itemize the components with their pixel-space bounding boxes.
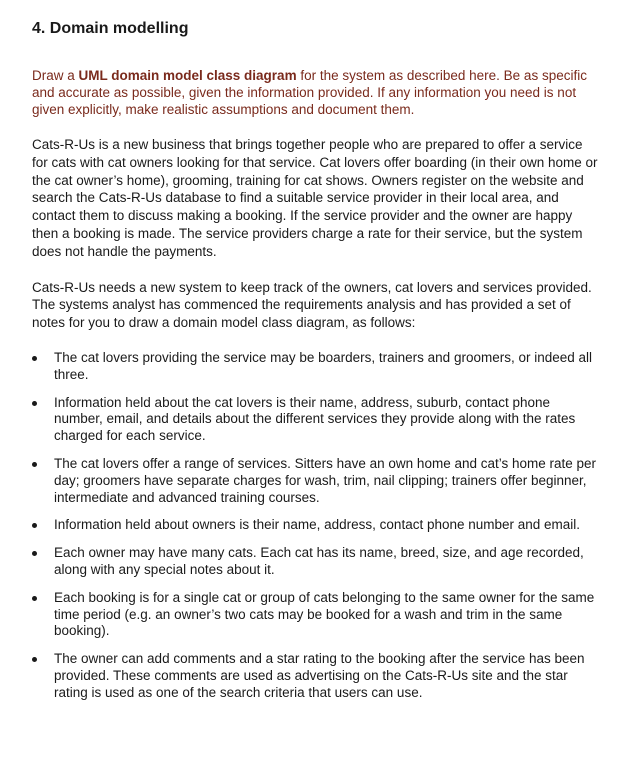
instruction-suffix: for the system as described here. Be as specific and accurate as possible, given the information provided. If any information you need is not given explicitly, make realistic assumptions and document them. xyxy=(32,68,587,117)
instruction-bold: UML domain model class diagram xyxy=(78,68,297,83)
note-item xyxy=(32,517,598,534)
note-text: Information held about owners is their name, address, contact phone number and email. xyxy=(54,517,581,533)
section-heading: 4. Domain modelling xyxy=(32,20,189,37)
note-item xyxy=(32,590,598,640)
note-item xyxy=(32,395,598,445)
note-item xyxy=(32,350,598,384)
note-text: The cat lovers providing the service may be boarders, trainers and groomers, or indeed all three. xyxy=(54,349,593,382)
note-text: The cat lovers offer a range of services. Sitters have an own home and cat’s home rate per day; groomers have separate charges for wash, trim, nail clipping; trainers offer beginner, intermediate and advanced training courses. xyxy=(54,455,597,505)
instruction-prefix: Draw a xyxy=(32,68,79,83)
bullet-icon xyxy=(32,551,37,556)
requirements-paragraph: Cats-R-Us needs a new system to keep track of the owners, cat lovers and services provided. The systems analyst has commenced the requirements analysis and has provided a set of notes for you to draw a domain model class diagram, as follows: xyxy=(32,279,592,331)
bullet-icon xyxy=(32,401,37,406)
intro-paragraph: Cats-R-Us is a new business that brings together people who are prepared to offer a service for cats with cat owners looking for that service. Cat lovers offer boarding (in their own home or the cat owner’s home), grooming, training for cat shows. Owners register on the website and search the Cats-R-Us database to find a suitable service provider in their local area, and contact them to discuss making a booking. If the service provider and the owner are happy then a booking is made. The service providers charge a rate for their service, but the system does not handle the payments. xyxy=(32,137,598,259)
bullet-icon xyxy=(32,356,37,361)
note-item xyxy=(32,545,598,579)
note-text: Each booking is for a single cat or group of cats belonging to the same owner for the same time period (e.g. an owner’s two cats may be booked for a wash and trim in the same booking). xyxy=(54,589,595,639)
notes-list xyxy=(32,350,598,702)
task-instruction xyxy=(32,67,598,118)
note-item xyxy=(32,651,598,701)
note-text: The owner can add comments and a star rating to the booking after the service has been provided. These comments are used as advertising on the Cats-R-Us site and the star rating is used as one of the search criteria that users can use. xyxy=(54,651,585,700)
bullet-icon xyxy=(32,596,37,601)
bullet-icon xyxy=(32,523,37,528)
document-page xyxy=(32,18,598,713)
bullet-icon xyxy=(32,657,37,662)
note-text: Each owner may have many cats. Each cat has its name, breed, size, and age recorded, along with any special notes about it. xyxy=(54,545,584,577)
note-item xyxy=(32,456,598,506)
note-text: Information held about the cat lovers is their name, address, suburb, contact phone number, email, and details about the different services they provide along with the rates charged for each service. xyxy=(54,394,576,444)
bullet-icon xyxy=(32,462,37,467)
